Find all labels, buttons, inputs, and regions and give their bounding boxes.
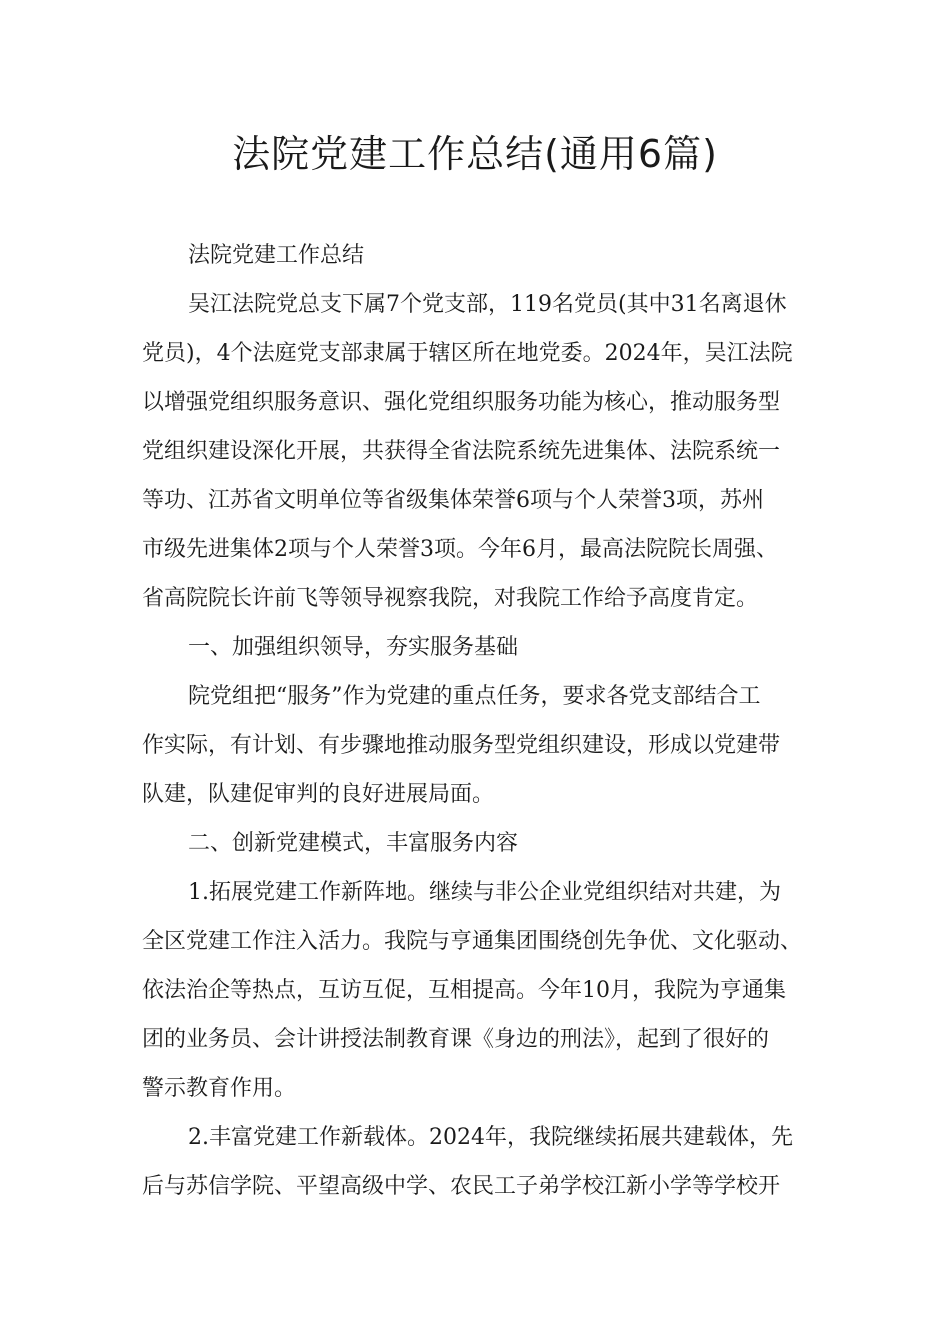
text-line: 市级先进集体2项与个人荣誉3项。今年6月，最高法院院长周强、 <box>142 537 778 562</box>
text-line: 院党组把“服务”作为党建的重点任务，要求各党支部结合工 <box>188 684 761 709</box>
text-line: 依法治企等热点，互访互促，互相提高。今年10月，我院为亨通集 <box>142 978 786 1003</box>
text-line: 吴江法院党总支下属7个党支部，119名党员(其中31名离退休 <box>188 292 787 317</box>
text-line: 团的业务员、会计讲授法制教育课《身边的刑法》，起到了很好的 <box>142 1027 770 1052</box>
text-line: 等功、江苏省文明单位等省级集体荣誉6项与个人荣誉3项，苏州 <box>142 488 764 513</box>
text-line: 党员)，4个法庭党支部隶属于辖区所在地党委。2024年，吴江法院 <box>142 341 793 366</box>
document-body <box>142 231 822 1211</box>
text-line: 后与苏信学院、平望高级中学、农民工子弟学校江新小学等学校开 <box>142 1174 781 1199</box>
text-line: 以增强党组织服务意识、强化党组织服务功能为核心，推动服务型 <box>142 390 781 415</box>
paragraph-section-1 <box>142 672 822 819</box>
paragraph-item-1 <box>142 868 822 1113</box>
section-heading-2 <box>142 819 822 868</box>
text-line: 作实际，有计划、有步骤地推动服务型党组织建设，形成以党建带 <box>142 733 781 758</box>
text-line: 1.拓展党建工作新阵地。继续与非公企业党组织结对共建，为 <box>188 880 781 905</box>
paragraph-intro <box>142 280 822 623</box>
paragraph-subtitle <box>142 231 822 280</box>
text-line: 一、加强组织领导，夯实服务基础 <box>188 635 519 660</box>
text-line: 省高院院长许前飞等领导视察我院，对我院工作给予高度肯定。 <box>142 586 759 611</box>
text-line: 法院党建工作总结 <box>188 243 365 268</box>
section-heading-1 <box>142 623 822 672</box>
text-line: 全区党建工作注入活力。我院与亨通集团围绕创先争优、文化驱动、 <box>142 929 803 954</box>
text-line: 二、创新党建模式，丰富服务内容 <box>188 831 519 856</box>
text-line: 警示教育作用。 <box>142 1076 297 1101</box>
text-line: 队建，队建促审判的良好进展局面。 <box>142 782 495 807</box>
text-line: 2.丰富党建工作新载体。2024年，我院继续拓展共建载体，先 <box>188 1125 793 1150</box>
text-line: 党组织建设深化开展，共获得全省法院系统先进集体、法院系统一 <box>142 439 781 464</box>
paragraph-item-2 <box>142 1113 822 1211</box>
document-title: 法院党建工作总结(通用6篇) <box>232 132 718 176</box>
